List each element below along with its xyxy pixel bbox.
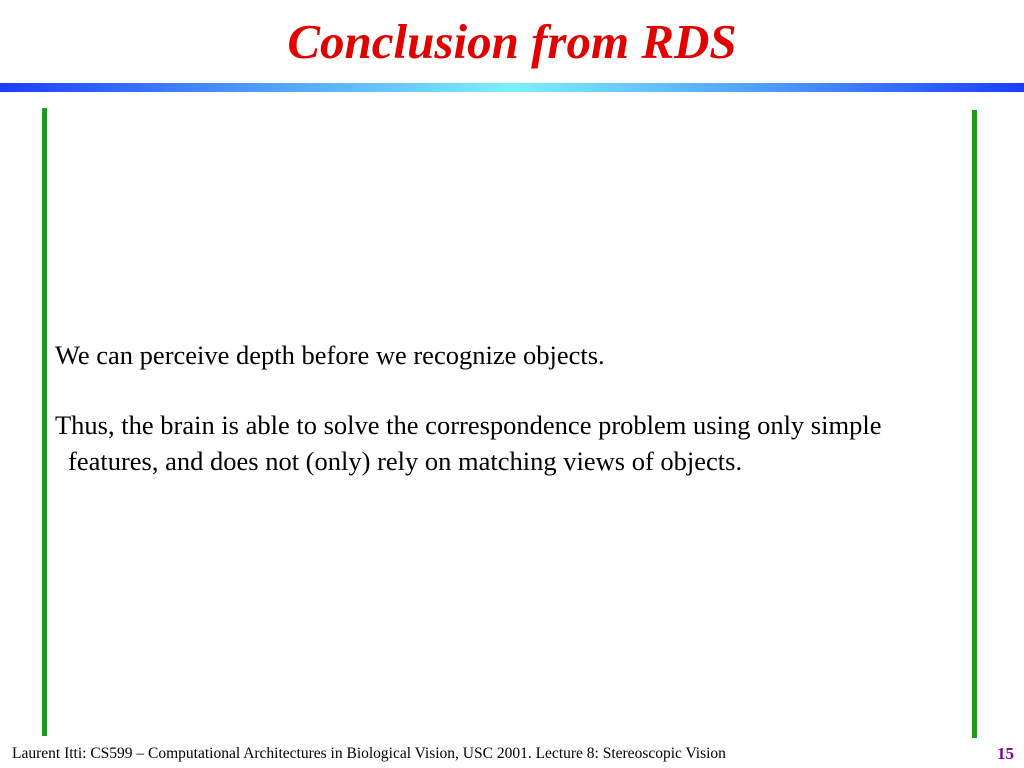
slide-title: Conclusion from RDS (287, 14, 737, 69)
left-vertical-rule (42, 108, 47, 736)
body-paragraph: We can perceive depth before we recognize objects. (55, 340, 605, 370)
footer-citation: Laurent Itti: CS599 – Computational Architectures in Biological Vision, USC 2001. Lecture 8: Stereoscopic Vision (12, 745, 726, 762)
page-number: 15 (997, 744, 1014, 763)
slide-body (55, 337, 965, 479)
body-paragraph: Thus, the brain is able to solve the correspondence problem using only simple features, and does not (only) rely on matching views of objects. (55, 410, 882, 476)
right-vertical-rule (972, 110, 977, 738)
title-underline-bar (0, 83, 1024, 92)
